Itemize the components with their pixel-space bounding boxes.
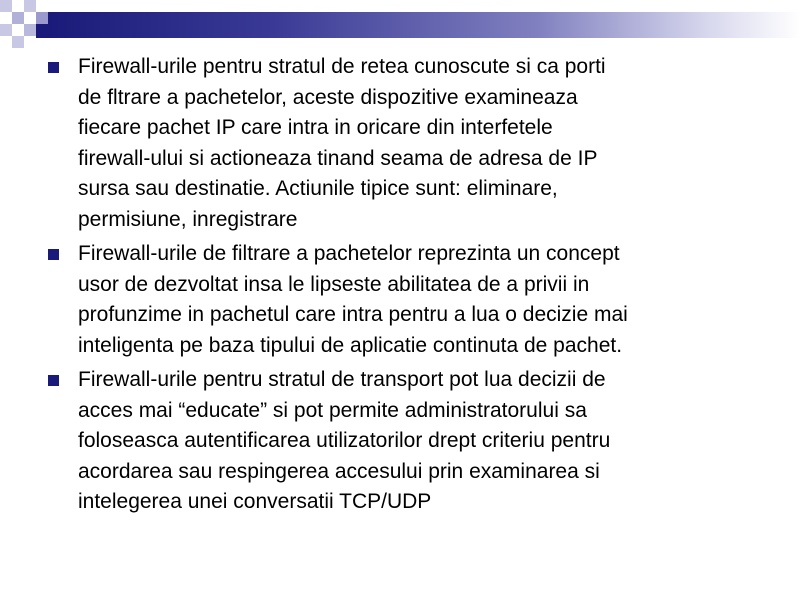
bullet-line: Firewall-urile pentru stratul de retea cunoscute si ca porti bbox=[78, 55, 606, 78]
bullet-line: usor de dezvoltat insa le lipseste abilitatea de a privii in bbox=[78, 272, 590, 296]
bullet-line: de fltrare a pachetelor, aceste dispozitive examineaza bbox=[78, 85, 578, 109]
bullet-line: foloseasca autentificarea utilizatorilor drept criteriu pentru bbox=[78, 429, 611, 452]
header-gradient-bar bbox=[48, 12, 800, 38]
decor-square bbox=[36, 12, 48, 24]
bullet-line: intelegerea unei conversatii TCP/UDP bbox=[78, 490, 432, 513]
square-bullet-icon bbox=[48, 249, 59, 260]
decor-square bbox=[12, 36, 24, 48]
decor-square bbox=[24, 24, 36, 36]
square-bullet-icon bbox=[48, 62, 59, 73]
bullet-item bbox=[46, 365, 766, 518]
bullet-line: fiecare pachet IP care intra in oricare din interfetele bbox=[78, 116, 553, 139]
decor-square bbox=[36, 24, 48, 38]
header-decoration bbox=[0, 0, 800, 50]
bullet-line: acces mai “educate” si pot permite administratorului sa bbox=[78, 398, 587, 422]
square-bullet-icon bbox=[48, 375, 59, 386]
bullet-line: profunzime in pachetul care intra pentru a lua o decizie mai bbox=[78, 303, 628, 326]
bullet-line: firewall-ului si actioneaza tinand seama de adresa de IP bbox=[78, 146, 598, 170]
decor-square bbox=[24, 0, 36, 12]
bullet-line: Firewall-urile de filtrare a pachetelor reprezinta un concept bbox=[78, 242, 620, 265]
decor-square bbox=[0, 0, 12, 12]
decor-square bbox=[0, 24, 12, 36]
bullet-line: sursa sau destinatie. Actiunile tipice sunt: eliminare, bbox=[78, 177, 558, 200]
bullet-line: inteligenta pe baza tipului de aplicatie continuta de pachet. bbox=[78, 333, 623, 357]
bullet-item bbox=[46, 52, 766, 235]
decor-square bbox=[12, 12, 24, 24]
bullet-item bbox=[46, 239, 766, 361]
bullet-line: Firewall-urile pentru stratul de transport pot lua decizii de bbox=[78, 368, 606, 391]
bullet-list bbox=[46, 52, 766, 518]
bullet-line: permisiune, inregistrare bbox=[78, 207, 298, 231]
bullet-line: acordarea sau respingerea accesului prin examinarea si bbox=[78, 459, 600, 483]
slide-body bbox=[46, 52, 766, 522]
